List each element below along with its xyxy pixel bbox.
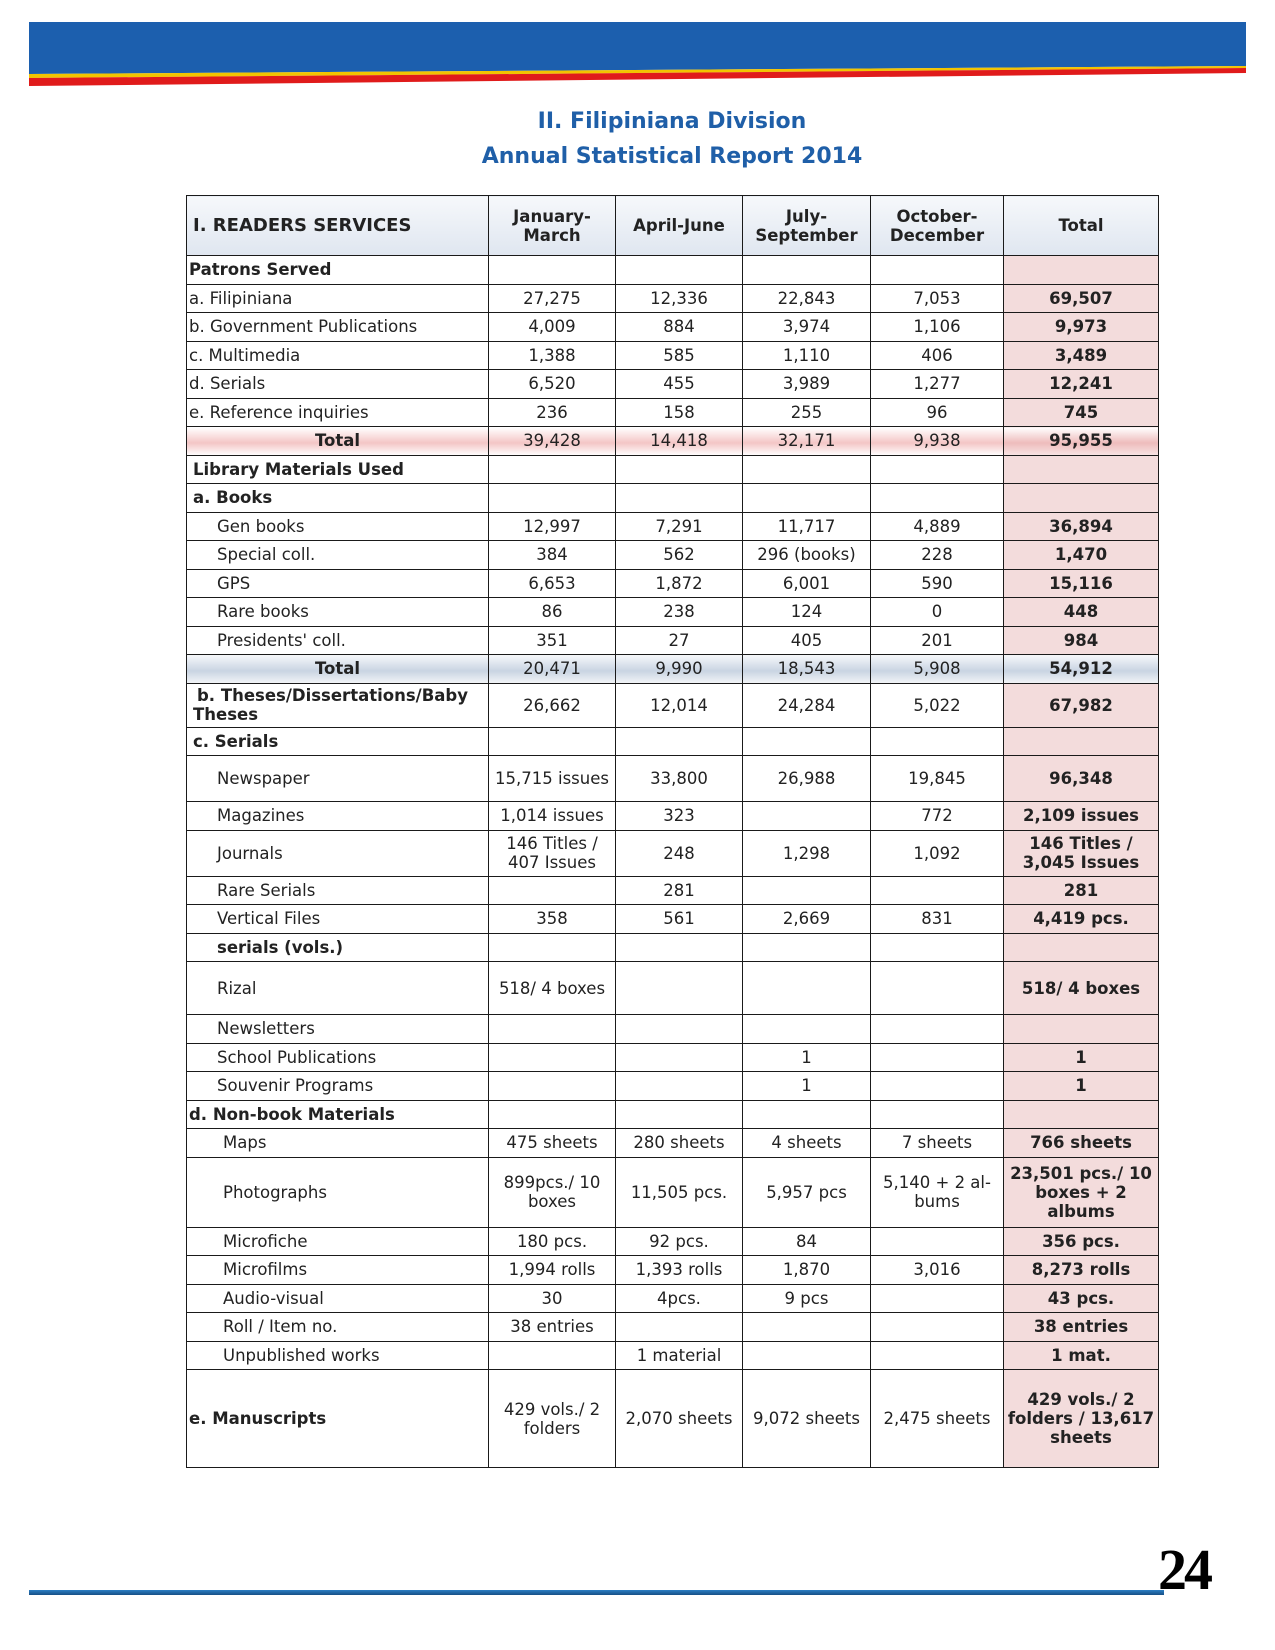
table-cell: 6,653 bbox=[489, 569, 616, 598]
row-label: a. Filipiniana bbox=[187, 284, 489, 313]
total-cell: 1 mat. bbox=[1004, 1341, 1159, 1370]
table-row bbox=[187, 962, 1159, 1015]
table-cell bbox=[616, 1100, 743, 1129]
table-cell: 406 bbox=[871, 341, 1004, 370]
table-cell bbox=[616, 962, 743, 1015]
row-label: Patrons Served bbox=[187, 256, 489, 285]
table-row bbox=[187, 427, 1159, 456]
table-cell: 1,014 issues bbox=[489, 802, 616, 831]
table-row bbox=[187, 1370, 1159, 1468]
table-cell: 6,001 bbox=[743, 569, 871, 598]
table-cell: 3,016 bbox=[871, 1256, 1004, 1285]
total-cell bbox=[1004, 727, 1159, 756]
row-label: e. Reference inquiries bbox=[187, 398, 489, 427]
row-label: Photographs bbox=[187, 1157, 489, 1227]
table-cell: 228 bbox=[871, 541, 1004, 570]
row-label: Vertical Files bbox=[187, 905, 489, 934]
statistics-table bbox=[186, 195, 1159, 1468]
table-row bbox=[187, 1100, 1159, 1129]
table-cell: 146 Titles / 407 Issues bbox=[489, 830, 616, 876]
table-cell bbox=[489, 1043, 616, 1072]
table-cell: 3,989 bbox=[743, 370, 871, 399]
table-cell: 12,997 bbox=[489, 512, 616, 541]
table-cell: 2,475 sheets bbox=[871, 1370, 1004, 1468]
table-cell: 351 bbox=[489, 626, 616, 655]
total-cell: 356 pcs. bbox=[1004, 1227, 1159, 1256]
table-cell: 32,171 bbox=[743, 427, 871, 456]
table-cell: 7,291 bbox=[616, 512, 743, 541]
table-cell bbox=[489, 1015, 616, 1044]
table-cell: 236 bbox=[489, 398, 616, 427]
footer-rule bbox=[29, 1590, 1164, 1595]
table-cell: 12,014 bbox=[616, 683, 743, 727]
table-row bbox=[187, 1015, 1159, 1044]
total-cell: 1 bbox=[1004, 1043, 1159, 1072]
total-cell: 67,982 bbox=[1004, 683, 1159, 727]
table-cell: 33,800 bbox=[616, 756, 743, 802]
row-label: GPS bbox=[187, 569, 489, 598]
column-header: October- December bbox=[871, 196, 1004, 256]
table-cell: 1,872 bbox=[616, 569, 743, 598]
table-cell: 6,520 bbox=[489, 370, 616, 399]
table-cell: 4 sheets bbox=[743, 1129, 871, 1158]
row-label: b. Government Publications bbox=[187, 313, 489, 342]
table-row bbox=[187, 1072, 1159, 1101]
table-cell bbox=[743, 962, 871, 1015]
total-cell: 1,470 bbox=[1004, 541, 1159, 570]
table-cell: 22,843 bbox=[743, 284, 871, 313]
total-cell: 8,273 rolls bbox=[1004, 1256, 1159, 1285]
table-cell: 1,106 bbox=[871, 313, 1004, 342]
table-row bbox=[187, 802, 1159, 831]
table-cell: 5,140 + 2 al-bums bbox=[871, 1157, 1004, 1227]
table-cell: 280 sheets bbox=[616, 1129, 743, 1158]
table-cell: 562 bbox=[616, 541, 743, 570]
table-cell: 1 bbox=[743, 1043, 871, 1072]
table-cell bbox=[616, 484, 743, 513]
row-label: Roll / Item no. bbox=[187, 1313, 489, 1342]
table-cell: 38 entries bbox=[489, 1313, 616, 1342]
table-cell: 0 bbox=[871, 598, 1004, 627]
table-cell: 2,669 bbox=[743, 905, 871, 934]
table-cell: 238 bbox=[616, 598, 743, 627]
column-header: January- March bbox=[489, 196, 616, 256]
table-cell: 9 pcs bbox=[743, 1284, 871, 1313]
header-color-band bbox=[29, 22, 1246, 86]
row-label: Rare books bbox=[187, 598, 489, 627]
table-cell: 405 bbox=[743, 626, 871, 655]
row-label: Total bbox=[187, 655, 489, 684]
table-cell bbox=[871, 1227, 1004, 1256]
row-label: serials (vols.) bbox=[187, 933, 489, 962]
table-cell: 11,717 bbox=[743, 512, 871, 541]
table-cell: 384 bbox=[489, 541, 616, 570]
total-cell: 984 bbox=[1004, 626, 1159, 655]
table-cell: 4,889 bbox=[871, 512, 1004, 541]
total-cell: 54,912 bbox=[1004, 655, 1159, 684]
table-cell bbox=[871, 1313, 1004, 1342]
table-cell: 1,388 bbox=[489, 341, 616, 370]
row-label: Presidents' coll. bbox=[187, 626, 489, 655]
report-title bbox=[0, 104, 1275, 174]
table-row bbox=[187, 569, 1159, 598]
row-label: Newspaper bbox=[187, 756, 489, 802]
table-row bbox=[187, 1313, 1159, 1342]
row-label: Special coll. bbox=[187, 541, 489, 570]
table-cell bbox=[743, 455, 871, 484]
table-row bbox=[187, 455, 1159, 484]
total-cell: 36,894 bbox=[1004, 512, 1159, 541]
row-label: Audio-visual bbox=[187, 1284, 489, 1313]
total-cell: 766 sheets bbox=[1004, 1129, 1159, 1158]
table-cell: 831 bbox=[871, 905, 1004, 934]
row-label: Journals bbox=[187, 830, 489, 876]
column-header: I. READERS SERVICES bbox=[187, 196, 489, 256]
table-cell bbox=[616, 1015, 743, 1044]
table-cell: 30 bbox=[489, 1284, 616, 1313]
table-cell bbox=[616, 1072, 743, 1101]
table-row bbox=[187, 313, 1159, 342]
table-row bbox=[187, 398, 1159, 427]
table-cell: 27,275 bbox=[489, 284, 616, 313]
table-row bbox=[187, 626, 1159, 655]
table-cell bbox=[871, 962, 1004, 1015]
table-cell: 9,990 bbox=[616, 655, 743, 684]
table-cell: 323 bbox=[616, 802, 743, 831]
table-row bbox=[187, 1157, 1159, 1227]
table-cell bbox=[616, 1313, 743, 1342]
table-cell: 5,022 bbox=[871, 683, 1004, 727]
table-row bbox=[187, 756, 1159, 802]
row-label: Gen books bbox=[187, 512, 489, 541]
table-cell: 26,988 bbox=[743, 756, 871, 802]
table-cell: 585 bbox=[616, 341, 743, 370]
row-label: Microfiche bbox=[187, 1227, 489, 1256]
table-cell: 1,092 bbox=[871, 830, 1004, 876]
total-cell: 281 bbox=[1004, 876, 1159, 905]
table-cell: 1,110 bbox=[743, 341, 871, 370]
row-label: c. Serials bbox=[187, 727, 489, 756]
table-cell bbox=[871, 1284, 1004, 1313]
table-row bbox=[187, 512, 1159, 541]
total-cell: 2,109 issues bbox=[1004, 802, 1159, 831]
row-label: Total bbox=[187, 427, 489, 456]
table-cell: 358 bbox=[489, 905, 616, 934]
table-cell: 1 material bbox=[616, 1341, 743, 1370]
table-cell: 158 bbox=[616, 398, 743, 427]
table-row bbox=[187, 541, 1159, 570]
table-cell bbox=[743, 1015, 871, 1044]
table-cell: 19,845 bbox=[871, 756, 1004, 802]
table-cell bbox=[871, 1043, 1004, 1072]
row-label: Unpublished works bbox=[187, 1341, 489, 1370]
row-label: d. Non-book Materials bbox=[187, 1100, 489, 1129]
table-row bbox=[187, 727, 1159, 756]
table-cell: 124 bbox=[743, 598, 871, 627]
table-row bbox=[187, 933, 1159, 962]
total-cell: 38 entries bbox=[1004, 1313, 1159, 1342]
table-row bbox=[187, 484, 1159, 513]
table-cell: 1,393 rolls bbox=[616, 1256, 743, 1285]
table-cell: 281 bbox=[616, 876, 743, 905]
total-cell: 448 bbox=[1004, 598, 1159, 627]
table-cell: 884 bbox=[616, 313, 743, 342]
table-cell: 20,471 bbox=[489, 655, 616, 684]
table-cell: 772 bbox=[871, 802, 1004, 831]
table-cell: 455 bbox=[616, 370, 743, 399]
table-cell: 1,870 bbox=[743, 1256, 871, 1285]
table-cell: 248 bbox=[616, 830, 743, 876]
total-cell: 429 vols./ 2 folders / 13,617 sheets bbox=[1004, 1370, 1159, 1468]
report-title-line1: II. Filipiniana Division bbox=[537, 109, 807, 134]
table-cell: 475 sheets bbox=[489, 1129, 616, 1158]
table-cell: 14,418 bbox=[616, 427, 743, 456]
table-cell: 27 bbox=[616, 626, 743, 655]
table-cell: 11,505 pcs. bbox=[616, 1157, 743, 1227]
table-cell: 296 (books) bbox=[743, 541, 871, 570]
table-cell: 201 bbox=[871, 626, 1004, 655]
column-header: April-June bbox=[616, 196, 743, 256]
row-label: Library Materials Used bbox=[187, 455, 489, 484]
table-row bbox=[187, 284, 1159, 313]
table-cell bbox=[489, 933, 616, 962]
table-cell bbox=[743, 933, 871, 962]
table-row bbox=[187, 256, 1159, 285]
table-cell: 561 bbox=[616, 905, 743, 934]
table-cell bbox=[743, 1100, 871, 1129]
table-cell: 429 vols./ 2 folders bbox=[489, 1370, 616, 1468]
table-cell: 518/ 4 boxes bbox=[489, 962, 616, 1015]
table-cell bbox=[489, 727, 616, 756]
table-row bbox=[187, 1043, 1159, 1072]
total-cell bbox=[1004, 455, 1159, 484]
table-cell: 7,053 bbox=[871, 284, 1004, 313]
total-cell bbox=[1004, 1015, 1159, 1044]
table-cell bbox=[743, 484, 871, 513]
table-cell: 18,543 bbox=[743, 655, 871, 684]
table-cell bbox=[616, 1043, 743, 1072]
table-body bbox=[187, 256, 1159, 1468]
total-cell: 1 bbox=[1004, 1072, 1159, 1101]
row-label: Microfilms bbox=[187, 1256, 489, 1285]
table-cell bbox=[489, 1100, 616, 1129]
table-cell bbox=[743, 256, 871, 285]
table-cell bbox=[871, 256, 1004, 285]
row-label: Rare Serials bbox=[187, 876, 489, 905]
table-cell: 3,974 bbox=[743, 313, 871, 342]
total-cell: 95,955 bbox=[1004, 427, 1159, 456]
table-cell: 39,428 bbox=[489, 427, 616, 456]
table-cell bbox=[871, 1072, 1004, 1101]
table-row bbox=[187, 905, 1159, 934]
table-cell: 15,715 issues bbox=[489, 756, 616, 802]
table-row bbox=[187, 1341, 1159, 1370]
table-cell bbox=[743, 802, 871, 831]
total-cell: 745 bbox=[1004, 398, 1159, 427]
total-cell: 96,348 bbox=[1004, 756, 1159, 802]
table-cell: 1 bbox=[743, 1072, 871, 1101]
table-cell bbox=[489, 455, 616, 484]
table-cell: 1,277 bbox=[871, 370, 1004, 399]
table-row bbox=[187, 683, 1159, 727]
row-label: b. Theses/Dissertations/Baby Theses bbox=[187, 683, 489, 727]
table-cell bbox=[616, 933, 743, 962]
table-header-row bbox=[187, 196, 1159, 256]
table-cell bbox=[489, 1072, 616, 1101]
row-label: e. Manuscripts bbox=[187, 1370, 489, 1468]
total-cell: 15,116 bbox=[1004, 569, 1159, 598]
total-cell: 12,241 bbox=[1004, 370, 1159, 399]
page-number: 24 bbox=[1158, 1537, 1210, 1602]
table-cell bbox=[743, 1341, 871, 1370]
table-cell bbox=[743, 876, 871, 905]
total-cell bbox=[1004, 256, 1159, 285]
column-header: July- September bbox=[743, 196, 871, 256]
table-row bbox=[187, 1129, 1159, 1158]
table-row bbox=[187, 1227, 1159, 1256]
table-cell: 26,662 bbox=[489, 683, 616, 727]
table-cell: 9,938 bbox=[871, 427, 1004, 456]
table-row bbox=[187, 1284, 1159, 1313]
table-cell: 5,908 bbox=[871, 655, 1004, 684]
row-label: a. Books bbox=[187, 484, 489, 513]
header-band-graphic bbox=[29, 22, 1246, 86]
table-cell bbox=[871, 1100, 1004, 1129]
row-label: Newsletters bbox=[187, 1015, 489, 1044]
table-cell bbox=[871, 455, 1004, 484]
table-cell bbox=[871, 727, 1004, 756]
table-cell: 1,298 bbox=[743, 830, 871, 876]
table-cell bbox=[743, 1313, 871, 1342]
table-row bbox=[187, 655, 1159, 684]
total-cell bbox=[1004, 1100, 1159, 1129]
table-cell bbox=[871, 484, 1004, 513]
total-cell: 43 pcs. bbox=[1004, 1284, 1159, 1313]
table-cell bbox=[616, 727, 743, 756]
table-cell bbox=[489, 876, 616, 905]
table-cell: 180 pcs. bbox=[489, 1227, 616, 1256]
table-cell bbox=[871, 1015, 1004, 1044]
table-cell bbox=[743, 727, 871, 756]
total-cell: 4,419 pcs. bbox=[1004, 905, 1159, 934]
table-cell bbox=[871, 1341, 1004, 1370]
table-cell: 590 bbox=[871, 569, 1004, 598]
table-cell: 4pcs. bbox=[616, 1284, 743, 1313]
total-cell: 23,501 pcs./ 10 boxes + 2 albums bbox=[1004, 1157, 1159, 1227]
row-label: Rizal bbox=[187, 962, 489, 1015]
table-cell bbox=[616, 455, 743, 484]
row-label: Magazines bbox=[187, 802, 489, 831]
table-row bbox=[187, 598, 1159, 627]
table-cell: 9,072 sheets bbox=[743, 1370, 871, 1468]
total-cell: 9,973 bbox=[1004, 313, 1159, 342]
table-cell: 899pcs./ 10 boxes bbox=[489, 1157, 616, 1227]
total-cell bbox=[1004, 484, 1159, 513]
table-cell bbox=[489, 256, 616, 285]
table-cell bbox=[871, 933, 1004, 962]
total-cell bbox=[1004, 933, 1159, 962]
row-label: c. Multimedia bbox=[187, 341, 489, 370]
total-cell: 3,489 bbox=[1004, 341, 1159, 370]
table-cell: 255 bbox=[743, 398, 871, 427]
table-cell: 84 bbox=[743, 1227, 871, 1256]
table-row bbox=[187, 876, 1159, 905]
table-cell: 2,070 sheets bbox=[616, 1370, 743, 1468]
table-row bbox=[187, 370, 1159, 399]
total-cell: 69,507 bbox=[1004, 284, 1159, 313]
table-row bbox=[187, 830, 1159, 876]
table-row bbox=[187, 341, 1159, 370]
table-cell bbox=[489, 484, 616, 513]
table-cell: 7 sheets bbox=[871, 1129, 1004, 1158]
table-cell bbox=[616, 256, 743, 285]
column-header: Total bbox=[1004, 196, 1159, 256]
table-cell: 96 bbox=[871, 398, 1004, 427]
table-cell bbox=[871, 876, 1004, 905]
row-label: d. Serials bbox=[187, 370, 489, 399]
row-label: Souvenir Programs bbox=[187, 1072, 489, 1101]
total-cell: 518/ 4 boxes bbox=[1004, 962, 1159, 1015]
table-cell: 5,957 pcs bbox=[743, 1157, 871, 1227]
total-cell: 146 Titles / 3,045 Issues bbox=[1004, 830, 1159, 876]
table-row bbox=[187, 1256, 1159, 1285]
table-cell: 92 pcs. bbox=[616, 1227, 743, 1256]
table-cell: 24,284 bbox=[743, 683, 871, 727]
table-cell: 1,994 rolls bbox=[489, 1256, 616, 1285]
row-label: Maps bbox=[187, 1129, 489, 1158]
report-title-line2: Annual Statistical Report 2014 bbox=[481, 144, 863, 169]
table-cell: 4,009 bbox=[489, 313, 616, 342]
row-label: School Publications bbox=[187, 1043, 489, 1072]
table-cell: 12,336 bbox=[616, 284, 743, 313]
table-cell: 86 bbox=[489, 598, 616, 627]
table-cell bbox=[489, 1341, 616, 1370]
